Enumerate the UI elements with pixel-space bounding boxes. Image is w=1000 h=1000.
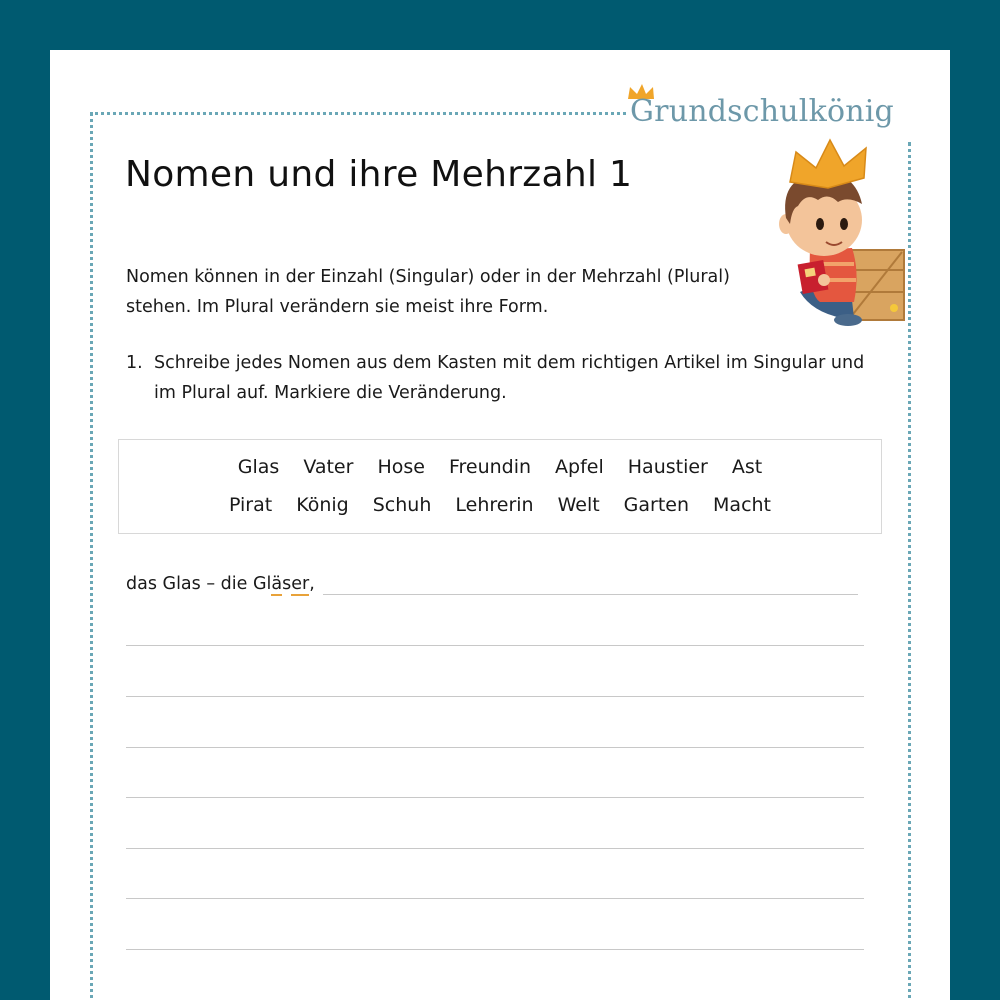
word-item: Schuh bbox=[372, 494, 432, 516]
frame-border-top bbox=[90, 112, 626, 115]
writing-line-first[interactable] bbox=[323, 594, 858, 595]
word-item: Pirat bbox=[228, 494, 273, 516]
word-item: Apfel bbox=[555, 456, 604, 478]
word-item: Lehrerin bbox=[455, 494, 534, 516]
example-answer bbox=[126, 574, 315, 594]
writing-line[interactable] bbox=[126, 898, 864, 899]
example-marked-ending: er bbox=[291, 574, 310, 594]
writing-line[interactable] bbox=[126, 696, 864, 697]
word-row-1 bbox=[119, 456, 881, 478]
example-suffix: , bbox=[309, 574, 315, 594]
page-title: Nomen und ihre Mehrzahl 1 bbox=[125, 154, 633, 195]
word-box bbox=[118, 439, 882, 534]
word-item: Haustier bbox=[627, 456, 708, 478]
intro-text: Nomen können in der Einzahl (Singular) oder in der Mehrzahl (Plural) stehen. Im Plural verändern sie meist ihre Form. bbox=[126, 267, 730, 317]
frame-border-left bbox=[90, 112, 93, 1000]
writing-line[interactable] bbox=[126, 848, 864, 849]
word-item: Glas bbox=[237, 456, 280, 478]
task-number: 1. bbox=[126, 353, 143, 373]
example-prefix: das Glas – die Gl bbox=[126, 574, 272, 594]
example-marked-change: ä bbox=[271, 574, 283, 594]
word-item: Hose bbox=[377, 456, 425, 478]
boy-reading-illustration bbox=[762, 132, 914, 332]
example-middle: s bbox=[282, 574, 292, 594]
writing-line[interactable] bbox=[126, 645, 864, 646]
word-item: Macht bbox=[713, 494, 772, 516]
word-row-2 bbox=[119, 494, 881, 516]
word-item: Garten bbox=[623, 494, 690, 516]
word-item: Welt bbox=[557, 494, 600, 516]
worksheet bbox=[50, 50, 950, 1000]
brand-logo: Grundschulkönig bbox=[630, 94, 894, 129]
word-item: Vater bbox=[303, 456, 354, 478]
writing-line[interactable] bbox=[126, 949, 864, 950]
word-item: Freundin bbox=[448, 456, 532, 478]
task-instruction bbox=[126, 348, 866, 408]
writing-line[interactable] bbox=[126, 747, 864, 748]
writing-line[interactable] bbox=[126, 797, 864, 798]
word-item: Ast bbox=[731, 456, 763, 478]
task-text: Schreibe jedes Nomen aus dem Kasten mit dem richtigen Artikel im Singular und im Plural auf. Markiere die Veränderung. bbox=[154, 353, 865, 403]
word-item: König bbox=[296, 494, 349, 516]
